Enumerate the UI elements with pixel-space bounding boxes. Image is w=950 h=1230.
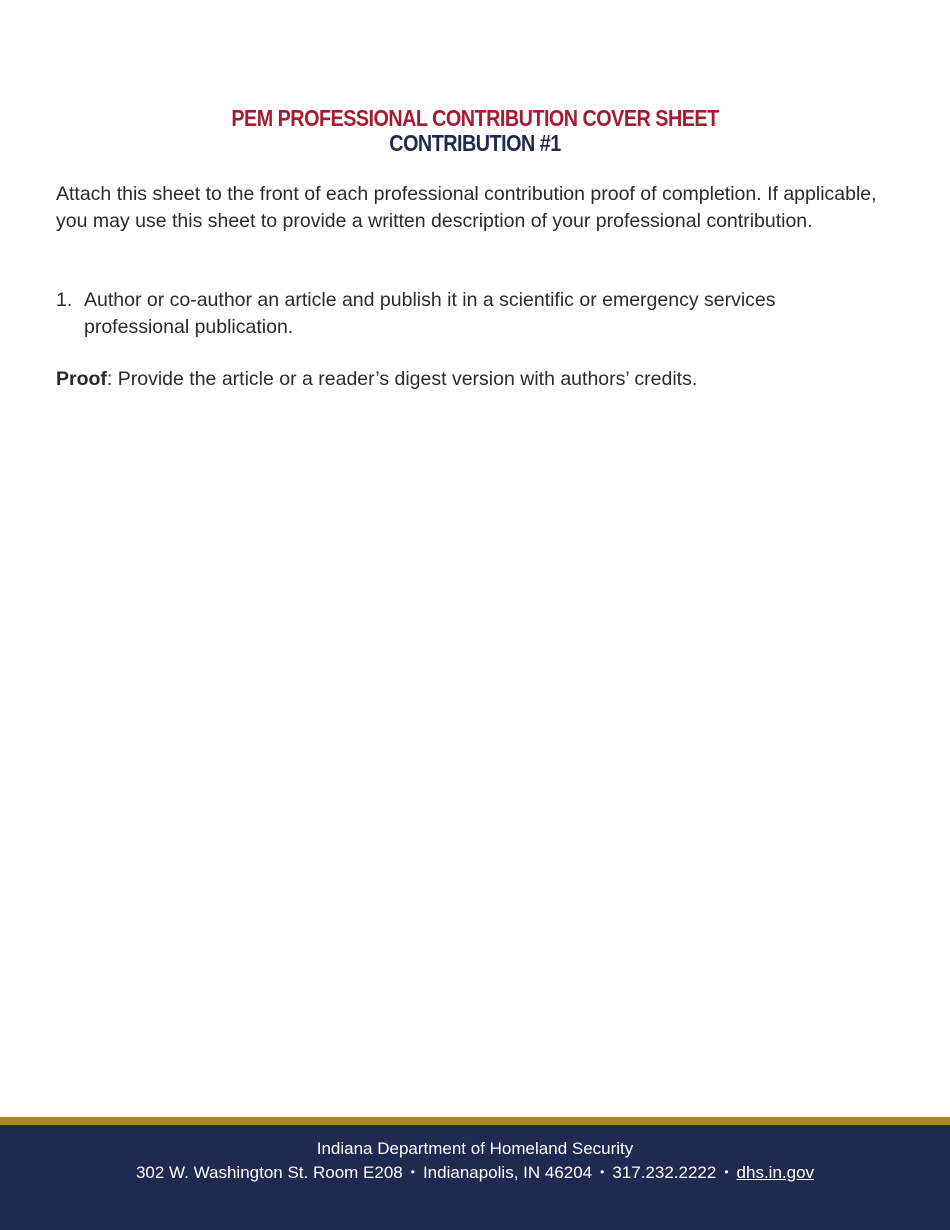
proof-label: Proof [56, 368, 107, 390]
proof-text: : Provide the article or a reader’s digest version with authors’ credits. [106, 368, 698, 390]
footer-organization: Indiana Department of Homeland Security [316, 1139, 634, 1158]
list-item-text: Author or co-author an article and publish it in a scientific or emergency services professional publication. [84, 289, 776, 338]
document-subtitle: CONTRIBUTION #1 [389, 130, 561, 156]
footer-city: Indianapolis, IN 46204 [422, 1163, 593, 1182]
footer-contact-line [0, 1160, 950, 1185]
footer-gold-stripe [0, 1117, 950, 1125]
separator-dot: • [600, 1165, 605, 1179]
separator-dot: • [410, 1165, 415, 1179]
document-title: PEM PROFESSIONAL CONTRIBUTION COVER SHEET [231, 105, 719, 131]
footer-website-link[interactable]: dhs.in.gov [736, 1163, 815, 1182]
separator-dot: • [724, 1165, 729, 1179]
proof-paragraph [56, 366, 886, 393]
footer-address: 302 W. Washington St. Room E208 [135, 1163, 403, 1182]
intro-paragraph: Attach this sheet to the front of each professional contribution proof of completion. If applicable, you may use this sheet to provide a written description of your professional contribution. [56, 183, 877, 232]
list-item [56, 287, 886, 340]
document-header [0, 106, 950, 156]
list-item-number: 1. [56, 289, 73, 311]
contribution-list [56, 287, 886, 340]
footer [0, 1125, 950, 1230]
footer-phone: 317.232.2222 [612, 1163, 717, 1182]
